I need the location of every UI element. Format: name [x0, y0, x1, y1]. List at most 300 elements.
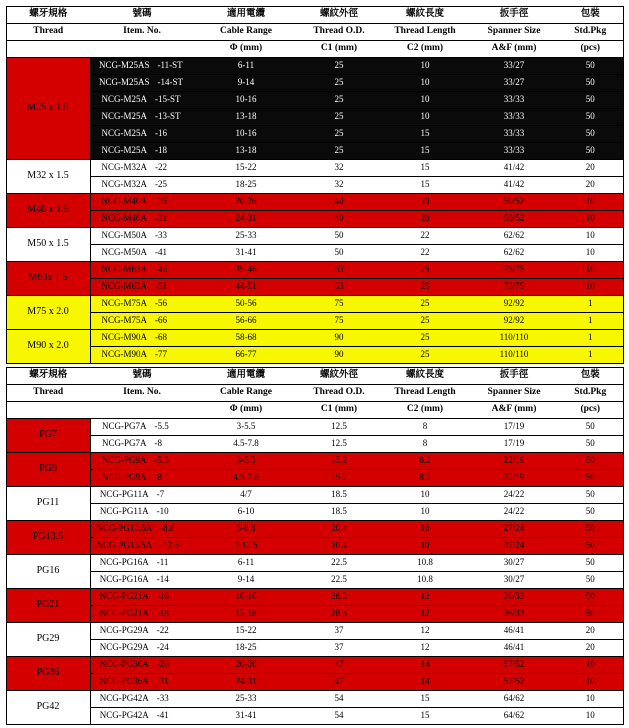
- item-number-suffix: -22: [155, 162, 167, 173]
- thread-od-cell: 12.5: [298, 436, 380, 453]
- thread-spec-cell: M90 x 2.0: [6, 330, 90, 364]
- item-number-suffix: -8: [154, 472, 162, 483]
- thread-length-cell: 25: [380, 296, 470, 313]
- item-number-cell: [90, 347, 194, 364]
- thread-length-cell: 10: [380, 92, 470, 109]
- spanner-size-cell: 75/75: [470, 262, 558, 279]
- item-number-suffix: -25: [155, 179, 167, 190]
- std-pkg-cell: 50: [558, 572, 623, 589]
- thread-spec-cell: M25 x 1.5: [6, 58, 90, 160]
- thread-od-cell: 63: [298, 279, 380, 296]
- thread-spec-cell: PG13.5: [6, 521, 90, 555]
- cable-range-cell: 25-33: [194, 691, 298, 708]
- thread-length-cell: 25: [380, 347, 470, 364]
- item-number-suffix: -31: [156, 676, 169, 687]
- item-number-cell: [90, 330, 194, 347]
- thread-length-cell: 10: [380, 521, 470, 538]
- thread-od-cell: 15.2: [298, 453, 380, 470]
- column-header-unit: [90, 402, 194, 419]
- thread-od-cell: 47: [298, 657, 380, 674]
- item-number-cell: [90, 245, 194, 262]
- table-row: [6, 75, 623, 92]
- column-header-zh: 螺牙規格: [6, 7, 90, 24]
- item-number-base: NCG-PG29A: [99, 625, 149, 636]
- table-row: [6, 708, 623, 725]
- column-header-unit: C2 (mm): [380, 402, 470, 419]
- spanner-size-cell: 41/42: [470, 177, 558, 194]
- spec-table-top: [6, 6, 624, 364]
- item-number-suffix: -5.5: [154, 421, 169, 432]
- item-number-base: NCG-PG7A: [101, 421, 147, 432]
- thread-spec-cell: PG16: [6, 555, 90, 589]
- column-header-unit: C1 (mm): [298, 402, 380, 419]
- item-number-suffix: -46: [155, 264, 167, 275]
- item-number-cell: [90, 160, 194, 177]
- item-number-suffix: -24: [156, 642, 169, 653]
- std-pkg-cell: 10: [558, 674, 623, 691]
- item-number-cell: [90, 92, 194, 109]
- table-row: [6, 262, 623, 279]
- cable-range-cell: 24-31: [194, 211, 298, 228]
- thread-length-cell: 22: [380, 245, 470, 262]
- item-number-base: NCG-PG36A: [99, 676, 149, 687]
- item-number-suffix: -14: [156, 574, 169, 585]
- item-number-base: NCG-PG11A: [99, 506, 149, 517]
- item-number-suffix: -13-ST: [155, 111, 181, 122]
- spanner-size-cell: 27/24: [470, 538, 558, 555]
- column-header-unit: (pcs): [558, 41, 623, 58]
- spanner-size-cell: 92/92: [470, 296, 558, 313]
- item-number-base: NCG-M40A: [101, 196, 147, 207]
- table-row: [6, 160, 623, 177]
- cable-range-cell: 13-18: [194, 143, 298, 160]
- table-row: [6, 521, 623, 538]
- cable-range-cell: 6-11: [194, 58, 298, 75]
- item-number-cell: [90, 538, 194, 555]
- item-number-suffix: -18: [155, 145, 167, 156]
- spanner-size-cell: 33/33: [470, 143, 558, 160]
- spanner-size-cell: 57/52: [470, 674, 558, 691]
- item-number-suffix: -5.5: [154, 455, 169, 466]
- item-number-suffix: -22: [156, 625, 169, 636]
- thread-od-cell: 37: [298, 623, 380, 640]
- thread-length-cell: 15: [380, 177, 470, 194]
- std-pkg-cell: 50: [558, 538, 623, 555]
- item-number-suffix: -68: [155, 332, 167, 343]
- std-pkg-cell: 20: [558, 177, 623, 194]
- table-header-en: [6, 385, 623, 402]
- item-number-base: NCG-M32A: [101, 179, 147, 190]
- cable-range-cell: 4.5-7.8: [194, 470, 298, 487]
- table-row: [6, 623, 623, 640]
- item-number-cell: [90, 262, 194, 279]
- thread-spec-cell: PG9: [6, 453, 90, 487]
- item-number-suffix: -16: [156, 591, 169, 602]
- thread-spec-cell: M40 x 1.5: [6, 194, 90, 228]
- table-header-zh: [6, 368, 623, 385]
- cable-range-cell: 25-33: [194, 228, 298, 245]
- item-number-cell: [90, 487, 194, 504]
- item-number-suffix: -41: [156, 710, 169, 721]
- std-pkg-cell: 20: [558, 640, 623, 657]
- spanner-size-cell: 36/33: [470, 589, 558, 606]
- thread-length-cell: 20: [380, 194, 470, 211]
- std-pkg-cell: 10: [558, 194, 623, 211]
- item-number-base: NCG-PG29A: [99, 642, 149, 653]
- column-header-unit: C1 (mm): [298, 41, 380, 58]
- thread-od-cell: 90: [298, 347, 380, 364]
- item-number-base: NCG-M63A: [101, 281, 147, 292]
- std-pkg-cell: 20: [558, 160, 623, 177]
- item-number-suffix: -41: [155, 247, 167, 258]
- thread-od-cell: 12.5: [298, 419, 380, 436]
- thread-length-cell: 10: [380, 538, 470, 555]
- std-pkg-cell: 10: [558, 708, 623, 725]
- column-header-zh: 螺紋外徑: [298, 368, 380, 385]
- std-pkg-cell: 50: [558, 436, 623, 453]
- item-number-suffix: -26: [156, 659, 169, 670]
- table-row: [6, 143, 623, 160]
- spanner-size-cell: 57/52: [470, 657, 558, 674]
- thread-od-cell: 18.5: [298, 487, 380, 504]
- std-pkg-cell: 50: [558, 589, 623, 606]
- item-number-cell: [90, 296, 194, 313]
- item-number-base: NCG-M90A: [101, 332, 147, 343]
- table-row: [6, 245, 623, 262]
- column-header-zh: 扳手徑: [470, 368, 558, 385]
- thread-od-cell: 47: [298, 674, 380, 691]
- thread-od-cell: 37: [298, 640, 380, 657]
- thread-spec-cell: PG29: [6, 623, 90, 657]
- column-header-en: Thread O.D.: [298, 24, 380, 41]
- thread-spec-cell: PG42: [6, 691, 90, 725]
- thread-length-cell: 12: [380, 606, 470, 623]
- spanner-size-cell: 110/110: [470, 347, 558, 364]
- column-header-unit: [6, 402, 90, 419]
- item-number-base: NCG-PG21A: [99, 591, 149, 602]
- thread-spec-cell: PG21: [6, 589, 90, 623]
- thread-od-cell: 28.3: [298, 606, 380, 623]
- table-row: [6, 419, 623, 436]
- cable-range-cell: 50-56: [194, 296, 298, 313]
- item-number-base: NCG-M40A: [101, 213, 147, 224]
- cable-range-cell: 20-26: [194, 657, 298, 674]
- std-pkg-cell: 50: [558, 75, 623, 92]
- spanner-size-cell: 33/33: [470, 109, 558, 126]
- item-number-cell: [90, 194, 194, 211]
- item-number-suffix: -8.8: [160, 523, 175, 534]
- cable-range-cell: 44-51: [194, 279, 298, 296]
- spanner-size-cell: 46/41: [470, 623, 558, 640]
- thread-od-cell: 54: [298, 691, 380, 708]
- thread-od-cell: 32: [298, 177, 380, 194]
- item-number-base: NCG-PG16A: [99, 557, 149, 568]
- cable-range-cell: 31-41: [194, 708, 298, 725]
- item-number-base: NCG-PG7A: [101, 438, 147, 449]
- item-number-suffix: -7: [156, 489, 165, 500]
- table-row: [6, 572, 623, 589]
- cable-range-cell: 66-77: [194, 347, 298, 364]
- std-pkg-cell: 50: [558, 453, 623, 470]
- item-number-base: NCG-M25AS: [98, 60, 150, 71]
- thread-od-cell: 32: [298, 160, 380, 177]
- thread-od-cell: 75: [298, 296, 380, 313]
- item-number-base: NCG-M50A: [101, 230, 147, 241]
- column-header-zh: 包裝: [558, 368, 623, 385]
- thread-length-cell: 25: [380, 313, 470, 330]
- column-header-en: Thread: [6, 385, 90, 402]
- item-number-suffix: -10: [156, 506, 169, 517]
- spanner-size-cell: 27/24: [470, 521, 558, 538]
- item-number-cell: [90, 572, 194, 589]
- item-number-base: NCG-M63A: [101, 264, 147, 275]
- table-row: [6, 58, 623, 75]
- std-pkg-cell: 1: [558, 347, 623, 364]
- column-header-zh: 包裝: [558, 7, 623, 24]
- cable-range-cell: 3-5.5: [194, 453, 298, 470]
- column-header-zh: 號碼: [90, 368, 194, 385]
- thread-length-cell: 15: [380, 143, 470, 160]
- spanner-size-cell: 50/52: [470, 194, 558, 211]
- column-header-en: Cable Range: [194, 24, 298, 41]
- std-pkg-cell: 10: [558, 245, 623, 262]
- table-row: [6, 92, 623, 109]
- thread-od-cell: 22.5: [298, 572, 380, 589]
- item-number-cell: [90, 419, 194, 436]
- item-number-cell: [90, 143, 194, 160]
- thread-length-cell: 15: [380, 708, 470, 725]
- thread-od-cell: 20.4: [298, 538, 380, 555]
- table-row: [6, 436, 623, 453]
- thread-length-cell: 12: [380, 640, 470, 657]
- column-header-zh: 號碼: [90, 7, 194, 24]
- spanner-size-cell: 30/27: [470, 572, 558, 589]
- thread-length-cell: 25: [380, 330, 470, 347]
- item-number-cell: [90, 75, 194, 92]
- spanner-size-cell: 36/33: [470, 606, 558, 623]
- spanner-size-cell: 75/75: [470, 279, 558, 296]
- thread-length-cell: 8: [380, 436, 470, 453]
- item-number-cell: [90, 453, 194, 470]
- item-number-base: NCG-M25A: [101, 111, 147, 122]
- cable-range-cell: 9-14: [194, 572, 298, 589]
- item-number-cell: [90, 126, 194, 143]
- item-number-cell: [90, 109, 194, 126]
- item-number-base: NCG-PG42A: [99, 710, 149, 721]
- thread-spec-cell: M75 x 2.0: [6, 296, 90, 330]
- thread-spec-cell: M50 x 1.5: [6, 228, 90, 262]
- table-row: [6, 657, 623, 674]
- std-pkg-cell: 50: [558, 143, 623, 160]
- table-row: [6, 211, 623, 228]
- std-pkg-cell: 1: [558, 313, 623, 330]
- cable-range-cell: 58-68: [194, 330, 298, 347]
- spanner-size-cell: 24/22: [470, 487, 558, 504]
- thread-length-cell: 10: [380, 504, 470, 521]
- table-row: [6, 109, 623, 126]
- item-number-cell: [90, 504, 194, 521]
- item-number-cell: [90, 674, 194, 691]
- std-pkg-cell: 50: [558, 126, 623, 143]
- column-header-unit: A&F (mm): [470, 41, 558, 58]
- column-header-zh: 螺牙規格: [6, 368, 90, 385]
- thread-length-cell: 25: [380, 279, 470, 296]
- cable-range-cell: 15-22: [194, 160, 298, 177]
- column-header-unit: Φ (mm): [194, 402, 298, 419]
- column-header-en: Thread: [6, 24, 90, 41]
- column-header-en: Thread Length: [380, 385, 470, 402]
- std-pkg-cell: 10: [558, 211, 623, 228]
- item-number-base: NCG-M75A: [101, 298, 147, 309]
- spanner-size-cell: 110/110: [470, 330, 558, 347]
- item-number-base: NCG-M25A: [101, 128, 147, 139]
- thread-spec-cell: M63x 1.5: [6, 262, 90, 296]
- cable-range-cell: 39-46: [194, 262, 298, 279]
- item-number-suffix: -15-ST: [155, 94, 181, 105]
- item-number-suffix: -51: [155, 281, 167, 292]
- spanner-size-cell: 92/92: [470, 313, 558, 330]
- thread-spec-cell: PG36: [6, 657, 90, 691]
- thread-od-cell: 75: [298, 313, 380, 330]
- item-number-suffix: -11: [156, 557, 169, 568]
- table-row: [6, 691, 623, 708]
- item-number-suffix: -31: [155, 213, 167, 224]
- table-row: [6, 453, 623, 470]
- cable-range-cell: 18-25: [194, 640, 298, 657]
- cable-range-cell: 10-16: [194, 92, 298, 109]
- item-number-base: NCG-PG13.5A: [96, 540, 153, 551]
- thread-od-cell: 25: [298, 109, 380, 126]
- std-pkg-cell: 50: [558, 419, 623, 436]
- thread-od-cell: 40: [298, 211, 380, 228]
- column-header-en: Spanner Size: [470, 385, 558, 402]
- item-number-cell: [90, 228, 194, 245]
- item-number-base: NCG-PG11A: [99, 489, 149, 500]
- thread-length-cell: 12: [380, 623, 470, 640]
- column-header-en: Cable Range: [194, 385, 298, 402]
- column-header-unit: A&F (mm): [470, 402, 558, 419]
- thread-od-cell: 15.2: [298, 470, 380, 487]
- std-pkg-cell: 10: [558, 691, 623, 708]
- spanner-size-cell: 64/62: [470, 708, 558, 725]
- spanner-size-cell: 33/33: [470, 92, 558, 109]
- thread-od-cell: 90: [298, 330, 380, 347]
- item-number-base: NCG-PG13.5A: [96, 523, 153, 534]
- column-header-unit: C2 (mm): [380, 41, 470, 58]
- spanner-size-cell: 62/62: [470, 228, 558, 245]
- item-number-base: NCG-M25A: [101, 145, 147, 156]
- spanner-size-cell: 33/27: [470, 58, 558, 75]
- thread-spec-cell: PG7: [6, 419, 90, 453]
- table-row: [6, 194, 623, 211]
- thread-length-cell: 12: [380, 589, 470, 606]
- std-pkg-cell: 1: [558, 296, 623, 313]
- spanner-size-cell: 17/19: [470, 419, 558, 436]
- column-header-en: Item. No.: [90, 24, 194, 41]
- cable-range-cell: 10-16: [194, 126, 298, 143]
- cable-range-cell: 4/7: [194, 487, 298, 504]
- thread-od-cell: 54: [298, 708, 380, 725]
- table-row: [6, 330, 623, 347]
- thread-od-cell: 28.3: [298, 589, 380, 606]
- cable-range-cell: 7-12.5: [194, 538, 298, 555]
- table-row: [6, 228, 623, 245]
- table-row: [6, 640, 623, 657]
- table-header-zh: [6, 7, 623, 24]
- cable-range-cell: 13-18: [194, 109, 298, 126]
- column-header-unit: (pcs): [558, 402, 623, 419]
- thread-length-cell: 10: [380, 109, 470, 126]
- thread-length-cell: 10.8: [380, 572, 470, 589]
- spanner-size-cell: 33/33: [470, 126, 558, 143]
- thread-od-cell: 25: [298, 58, 380, 75]
- item-number-base: NCG-PG9A: [101, 455, 147, 466]
- cable-range-cell: 3-5.5: [194, 419, 298, 436]
- item-number-suffix: -18: [156, 608, 169, 619]
- thread-od-cell: 50: [298, 245, 380, 262]
- item-number-suffix: -16: [155, 128, 167, 139]
- std-pkg-cell: 10: [558, 279, 623, 296]
- table-row: [6, 606, 623, 623]
- item-number-cell: [90, 521, 194, 538]
- item-number-base: NCG-M75A: [101, 315, 147, 326]
- thread-od-cell: 63: [298, 262, 380, 279]
- table-row: [6, 313, 623, 330]
- table-row: [6, 296, 623, 313]
- column-header-zh: 扳手徑: [470, 7, 558, 24]
- table-header-unit: [6, 41, 623, 58]
- std-pkg-cell: 50: [558, 521, 623, 538]
- thread-od-cell: 25: [298, 143, 380, 160]
- item-number-suffix: -77: [155, 349, 167, 360]
- item-number-base: NCG-M25A: [101, 94, 147, 105]
- column-header-zh: 適用電纜: [194, 368, 298, 385]
- item-number-base: NCG-M25AS: [98, 77, 150, 88]
- spec-table-bottom: [6, 367, 624, 725]
- std-pkg-cell: 10: [558, 228, 623, 245]
- column-header-unit: [6, 41, 90, 58]
- std-pkg-cell: 50: [558, 504, 623, 521]
- column-header-zh: 螺紋長度: [380, 7, 470, 24]
- cable-range-cell: 56-66: [194, 313, 298, 330]
- item-number-base: NCG-M90A: [101, 349, 147, 360]
- item-number-base: NCG-M32A: [101, 162, 147, 173]
- column-header-en: Std.Pkg: [558, 385, 623, 402]
- item-number-cell: [90, 177, 194, 194]
- cable-range-cell: 13-18: [194, 606, 298, 623]
- thread-length-cell: 15: [380, 160, 470, 177]
- item-number-cell: [90, 640, 194, 657]
- column-header-unit: [90, 41, 194, 58]
- column-header-zh: 螺紋長度: [380, 368, 470, 385]
- thread-od-cell: 40: [298, 194, 380, 211]
- spanner-size-cell: 50/52: [470, 211, 558, 228]
- thread-od-cell: 20.4: [298, 521, 380, 538]
- column-header-en: Item. No.: [90, 385, 194, 402]
- item-number-suffix: -33: [156, 693, 169, 704]
- item-number-cell: [90, 436, 194, 453]
- item-number-cell: [90, 623, 194, 640]
- item-number-suffix: -33: [155, 230, 167, 241]
- item-number-base: NCG-PG9A: [101, 472, 147, 483]
- std-pkg-cell: 20: [558, 623, 623, 640]
- item-number-suffix: -14-ST: [157, 77, 183, 88]
- cable-range-cell: 10-16: [194, 589, 298, 606]
- spanner-size-cell: 41/42: [470, 160, 558, 177]
- item-number-cell: [90, 589, 194, 606]
- table-row: [6, 177, 623, 194]
- table-row: [6, 504, 623, 521]
